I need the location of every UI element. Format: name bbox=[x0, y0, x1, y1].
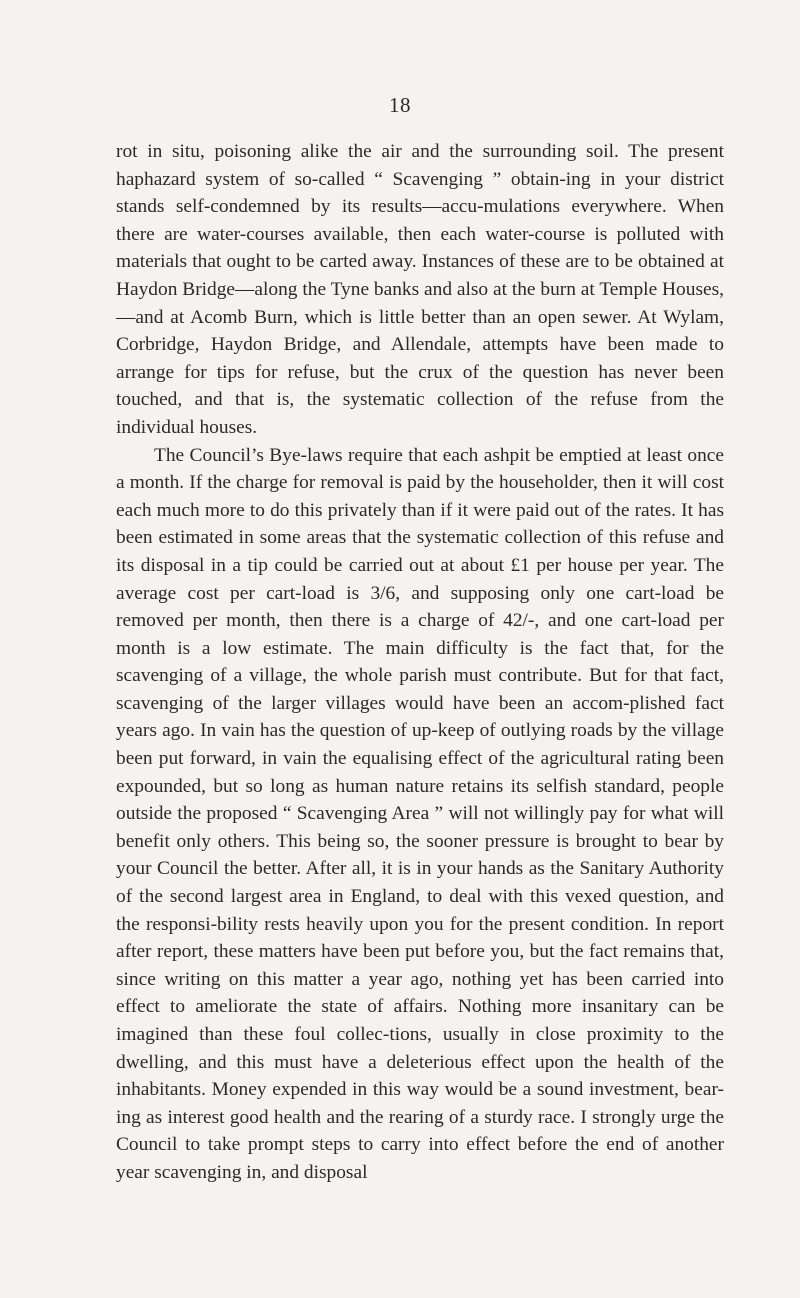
body-text bbox=[116, 138, 724, 1187]
page-number: 18 bbox=[389, 93, 411, 117]
paragraph-1: rot in situ, poisoning alike the air and the surrounding soil. The present haphazard system of so-called “ Scavenging ” obtain-ing in your district stands self-condemned by its results—accu-mulations everywhere. When there are water-courses available, then each water-course is polluted with materials that ought to be carted away. Instances of these are to be obtained at Haydon Bridge—along the Tyne banks and also at the burn at Temple Houses,—and at Acomb Burn, which is little better than an open sewer. At Wylam, Corbridge, Haydon Bridge, and Allendale, attempts have been made to arrange for tips for refuse, but the crux of the question has never been touched, and that is, the systematic collection of the refuse from the individual houses. bbox=[116, 141, 724, 438]
paragraph-2: The Council’s Bye-laws require that each ashpit be emptied at least once a month. If the charge for removal is paid by the householder, then it will cost each much more to do this privately than if it were paid out of the rates. It has been estimated in some areas that the systematic collection of this refuse and its disposal in a tip could be carried out at about £1 per house per year. The average cost per cart-load is 3/6, and supposing only one cart-load be removed per month, then there is a charge of 42/-, and one cart-load per month is a low estimate. The main difficulty is the fact that, for the scavenging of a village, the whole parish must contribute. But for that fact, scavenging of the larger villages would have been an accom-plished fact years ago. In vain has the question of up-keep of outlying roads by the village been put forward, in vain the equalising effect of the agricultural rating been expounded, but so long as human nature retains its selfish standard, people outside the proposed “ Scavenging Area ” will not willingly pay for what will benefit only others. This being so, the sooner pressure is brought to bear by your Council the better. After all, it is in your hands as the Sanitary Authority of the second largest area in England, to deal with this vexed question, and the responsi-bility rests heavily upon you for the present condition. In report after report, these matters have been put before you, but the fact remains that, since writing on this matter a year ago, nothing yet has been carried into effect to ameliorate the state of affairs. Nothing more insanitary can be imagined than these foul collec-tions, usually in close proximity to the dwelling, and this must have a deleterious effect upon the health of the inhabitants. Money expended in this way would be a sound investment, bear-ing as interest good health and the rearing of a sturdy race. I strongly urge the Council to take prompt steps to carry into effect before the end of another year scavenging in, and disposal bbox=[116, 444, 724, 1183]
